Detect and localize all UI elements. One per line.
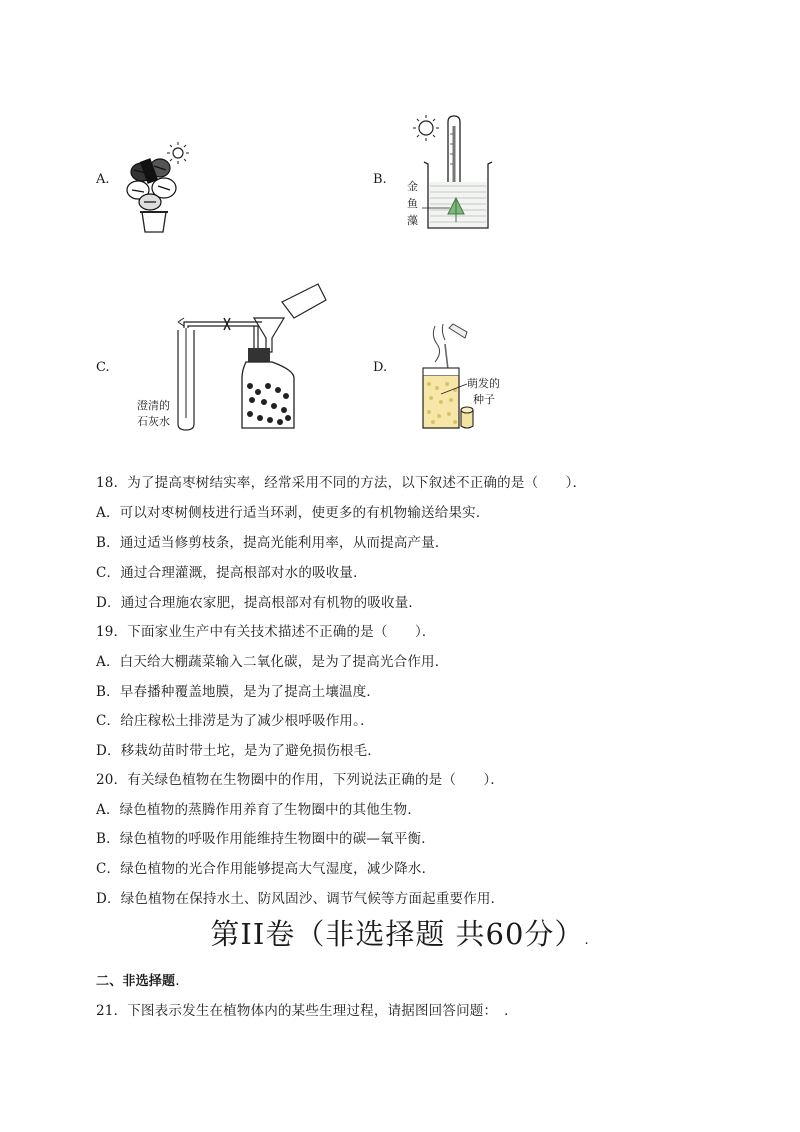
section-title [96, 970, 180, 989]
clamp-icon [224, 318, 230, 330]
section-title-text: 二、非选择题 [96, 974, 176, 989]
q18-option-d: D．通过合理施农家肥，提高根部对有机物的吸收量． [96, 595, 423, 611]
q19-stem: 19．下面家业生产中有关技术描述不正确的是（ ）． [96, 624, 436, 640]
figure-b-label-1: 金 [407, 180, 418, 193]
q20-stem: 20．有关绿色植物在生物圈中的作用，下列说法正确的是（ ）． [96, 772, 505, 788]
figure-b-label-2: 鱼 [407, 197, 418, 210]
bottle-icon [242, 348, 294, 428]
figure-d-label-1: 萌发的 [467, 377, 500, 390]
glass-beaker-icon [282, 284, 326, 318]
figure-b-beaker [408, 112, 498, 234]
q19-option-a: A．白天给大棚蔬菜输入二氧化碳，是为了提高光合作用． [96, 654, 449, 670]
q19-option-d: D．移栽幼苗时带土坨，是为了避免损伤根毛． [96, 743, 382, 759]
figure-a-letter: A. [96, 172, 110, 187]
q19-option-b: B．早春播种覆盖地膜，是为了提高土壤温度． [96, 684, 381, 700]
figure-c-label-1: 澄清的 [137, 399, 170, 412]
q18-option-c: C．通过合理灌溉，提高根部对水的吸收量． [96, 565, 367, 581]
q21-stem: 21．下图表示发生在植物体内的某些生理过程，请据图回答问题： ． [96, 1003, 518, 1019]
part-heading [0, 912, 800, 953]
q20-option-b: B．绿色植物的呼吸作用能维持生物圈中的碳—氧平衡． [96, 831, 435, 847]
sun-icon [413, 115, 439, 141]
q18-option-a: A．可以对枣树侧枝进行适当环剥，使更多的有机物输送给果实． [96, 505, 490, 521]
tube-icon [184, 322, 262, 352]
part-heading-text: 第II卷（非选择题 共60分） [210, 917, 585, 951]
figure-d-label-2: 种子 [473, 393, 495, 406]
q20-option-d: D．绿色植物在保持水土、防风固沙、调节气候等方面起重要作用． [96, 891, 505, 907]
figure-c-apparatus [170, 278, 330, 434]
figure-d-letter: D. [373, 360, 388, 375]
q20-option-c: C．绿色植物的光合作用能够提高大气湿度，减少降水． [96, 861, 436, 877]
figure-a-potted-plant [120, 140, 200, 236]
leaves-icon [127, 159, 176, 210]
q18-stem: 18．为了提高枣树结实率，经常采用不同的方法，以下叙述不正确的是（ ）． [96, 475, 587, 491]
flower-pot-icon [142, 212, 166, 232]
test-tube-icon [178, 328, 194, 430]
lid-icon [461, 407, 473, 428]
seed-jar-icon [423, 368, 459, 428]
figure-b-letter: B. [373, 172, 387, 187]
part-heading-mark: . [584, 933, 590, 948]
figure-b-label-3: 藻 [407, 214, 418, 227]
q20-option-a: A．绿色植物的蒸腾作用养育了生物圈中的其他生物． [96, 802, 422, 818]
q19-option-c: C．给庄稼松土排涝是为了减少根呼吸作用。． [96, 713, 374, 729]
q18-option-b: B．通过适当修剪枝条，提高光能利用率，从而提高产量． [96, 535, 449, 551]
section-title-mark: . [175, 973, 180, 989]
figure-c-label-2: 石灰水 [137, 415, 170, 428]
sun-icon [167, 142, 189, 164]
figure-c-letter: C. [96, 360, 110, 375]
